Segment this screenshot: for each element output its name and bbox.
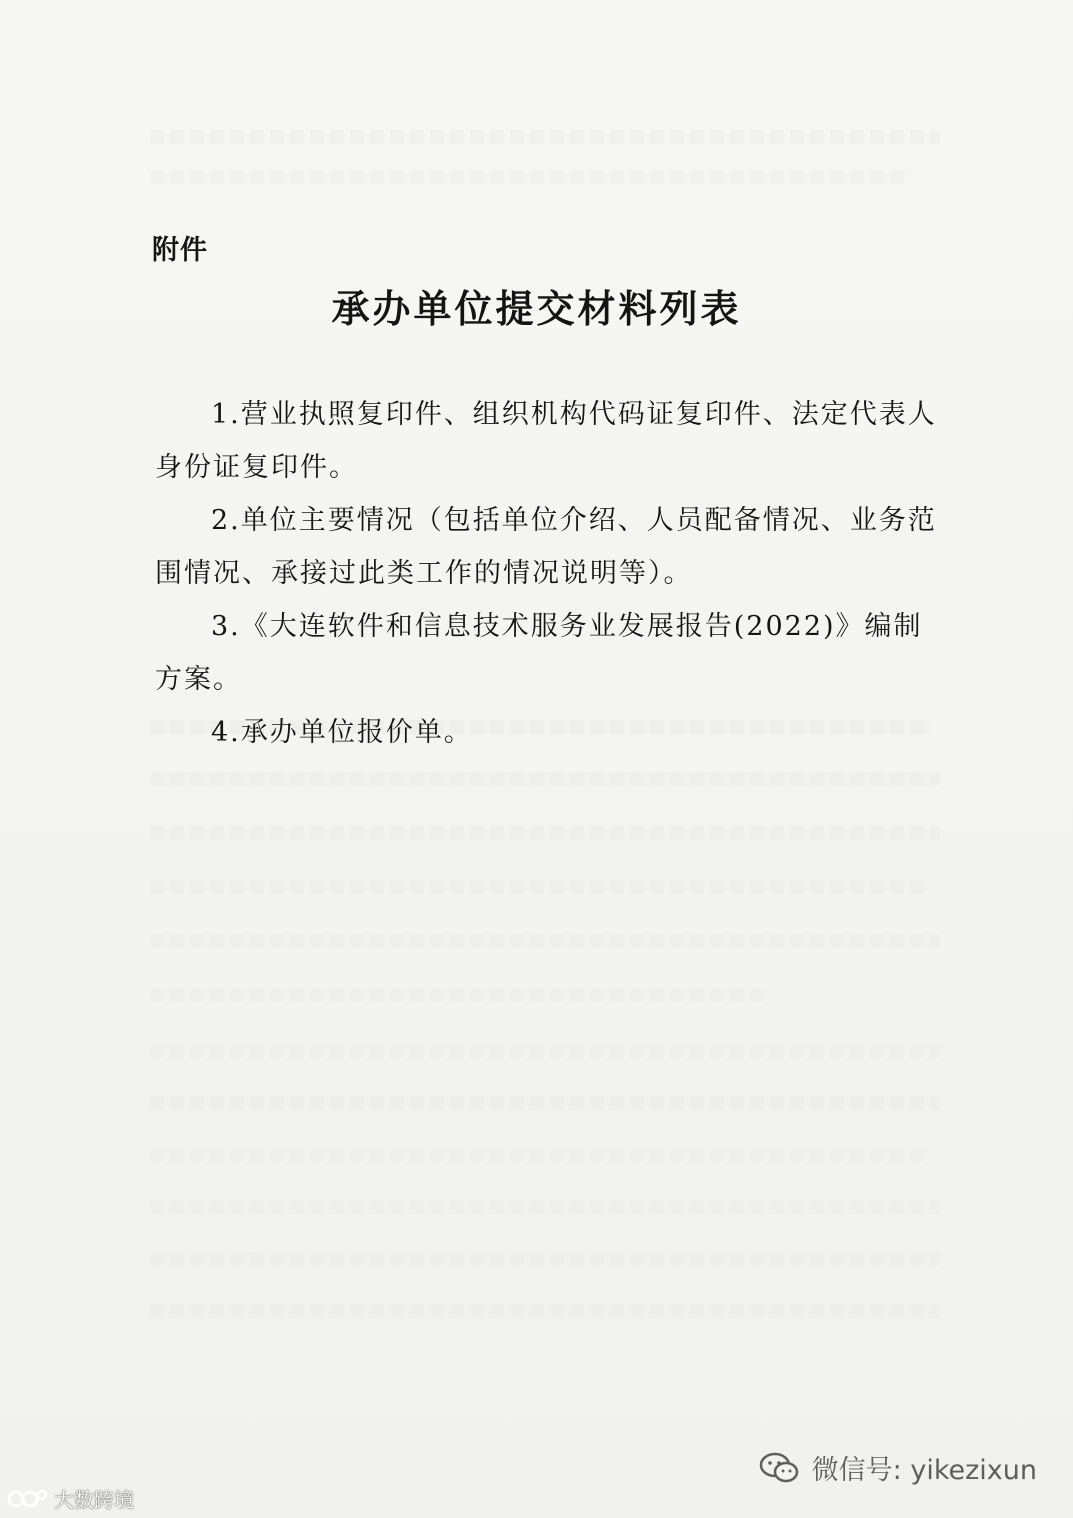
show-through-line: [150, 988, 770, 1002]
brand-logo-icon: [6, 1486, 50, 1512]
list-item: 1.营业执照复印件、组织机构代码证复印件、法定代表人身份证复印件。: [155, 399, 937, 483]
show-through-line: [150, 170, 910, 184]
show-through-line: [150, 1044, 940, 1058]
wechat-icon: [758, 1450, 802, 1486]
show-through-line: [150, 1304, 940, 1318]
watermark-left: [6, 1484, 134, 1513]
watermark-left-text: 大数跨境: [54, 1488, 134, 1512]
document-title: 承办单位提交材料列表: [331, 286, 742, 331]
watermark-right: [758, 1448, 1037, 1487]
show-through-line: [150, 1096, 940, 1110]
show-through-line: [150, 1148, 930, 1162]
show-through-line: [150, 1200, 940, 1214]
list-item: 3.《大连软件和信息技术服务业发展报告(2022)》编制方案。: [155, 611, 923, 695]
document-body: [155, 388, 945, 759]
show-through-line: [150, 880, 930, 894]
list-item: 4.承办单位报价单。: [211, 717, 473, 748]
list-item: 2.单位主要情况（包括单位介绍、人员配备情况、业务范围情况、承接过此类工作的情况说明等）。: [155, 505, 937, 589]
watermark-right-text: 微信号: yikezixun: [811, 1455, 1037, 1486]
attachment-label: 附件: [152, 235, 208, 266]
show-through-line: [150, 826, 940, 840]
show-through-line: [150, 772, 940, 786]
show-through-line: [150, 934, 940, 948]
show-through-line: [150, 1252, 940, 1266]
show-through-line: [150, 130, 940, 144]
